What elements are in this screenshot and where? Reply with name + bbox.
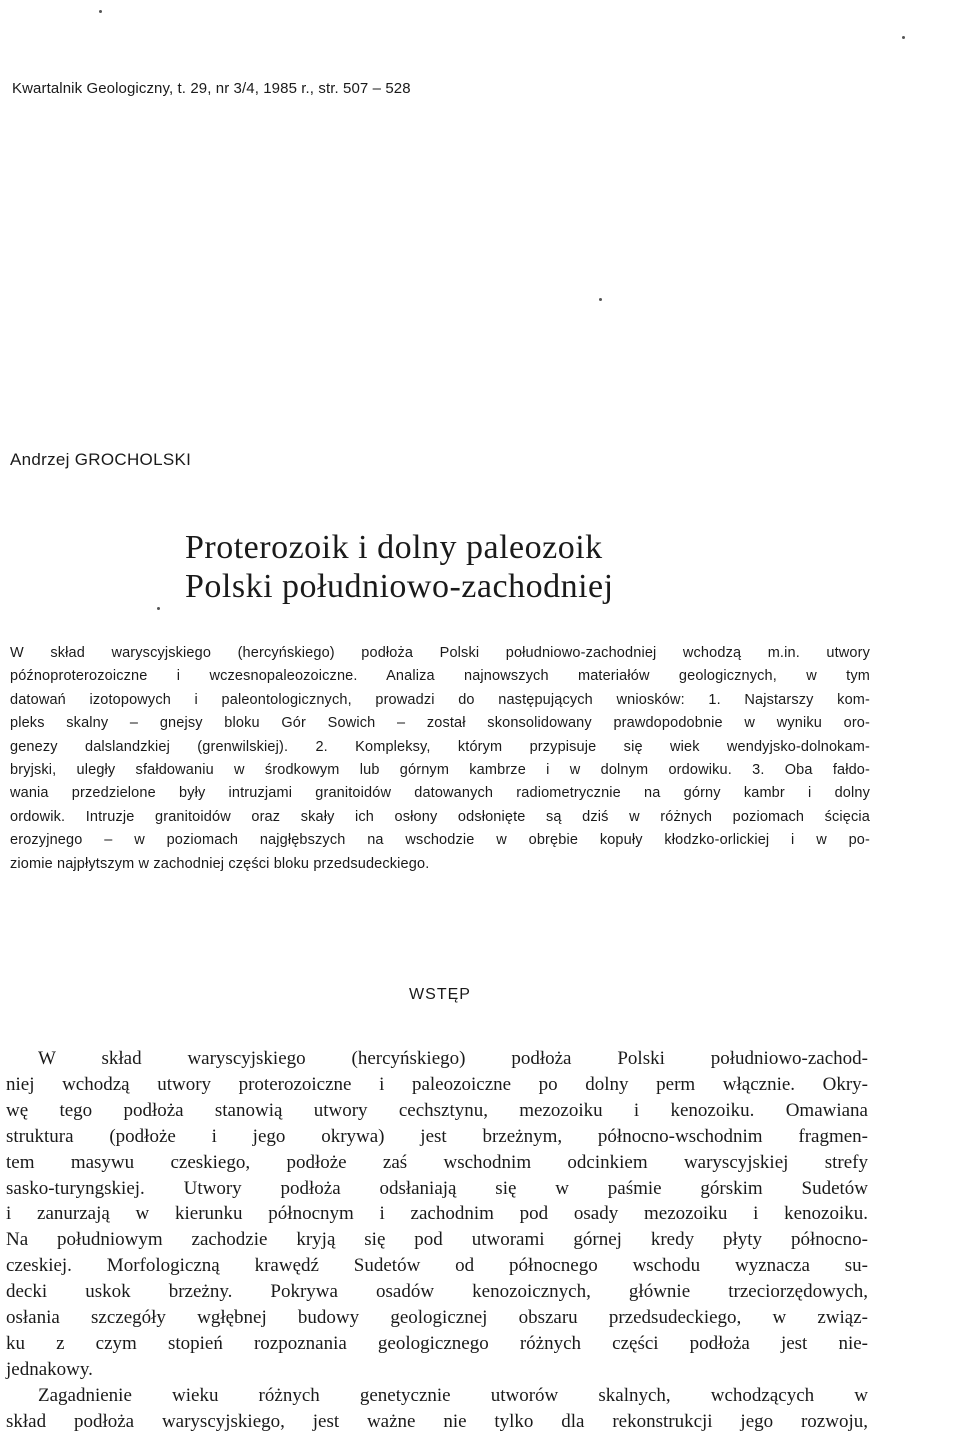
- body-line: czeskiej. Morfologiczną krawędź Sudetów od północnego wschodu wyznacza su-: [6, 1255, 868, 1277]
- body-line: tem masywu czeskiego, podłoże zaś wschodnim odcinkiem waryscyjskiej strefy: [6, 1151, 868, 1173]
- abstract-line: datowań izotopowych i paleontologicznych, prowadzi do następujących wniosków: 1. Najstarszy kom-: [10, 691, 870, 708]
- body-line: Na południowym zachodzie kryją się pod utworami górnej kredy płyty północno-: [6, 1229, 868, 1251]
- body-line: struktura (podłoże i jego okrywa) jest brzeżnym, północno-wschodnim fragmen-: [6, 1125, 868, 1147]
- scan-speck: [99, 10, 102, 13]
- body-line: W skład waryscyjskiego (hercyńskiego) podłoża Polski południowo-zachod-: [38, 1048, 868, 1069]
- title-line: Polski południowo-zachodniej: [185, 568, 614, 605]
- abstract-line: erozyjnego – w poziomach najgłębszych na wschodzie w obrębie kopuły kłodzko-orlickiej i w po-: [10, 832, 870, 849]
- abstract-line: ziomie najpłytszym w zachodniej części bloku przedsudeckiego.: [10, 855, 430, 872]
- body-line: wę tego podłoża stanowią utwory cechsztynu, mezozoiku i kenozoiku. Omawiana: [6, 1099, 868, 1121]
- abstract: [10, 642, 870, 876]
- body-line: jednakowy.: [6, 1358, 93, 1380]
- abstract-line: późnoproterozoiczne i wczesnopaleozoiczne. Analiza najnowszych materiałów geologicznych, w tym: [10, 668, 870, 685]
- abstract-line: pleks skalny – gnejsy bloku Gór Sowich – został skonsolidowany prawdopodobnie w wyniku oro-: [10, 715, 870, 732]
- body-line: osłania szczegóły wgłębnej budowy geologicznej obszaru przedsudeckiego, w związ-: [6, 1307, 868, 1329]
- scan-speck: [599, 298, 602, 301]
- author-name: Andrzej GROCHOLSKI: [10, 450, 192, 469]
- section-heading: WSTĘP: [409, 986, 471, 1003]
- abstract-line: ordowik. Intruzje granitoidów oraz skały ich osłony odsłonięte są dziś w różnych poziomach ścięcia: [10, 808, 870, 825]
- scan-speck: [902, 36, 905, 39]
- article-title: [185, 528, 885, 606]
- body-line: sasko-turyngskiej. Utwory podłoża odsłaniają się w paśmie górskim Sudetów: [6, 1177, 868, 1199]
- journal-header: Kwartalnik Geologiczny, t. 29, nr 3/4, 1985 r., str. 507 – 528: [12, 80, 411, 97]
- title-line: Proterozoik i dolny paleozoik: [185, 529, 603, 566]
- body-line: decki uskok brzeżny. Pokrywa osadów kenozoicznych, głównie trzeciorzędowych,: [6, 1281, 868, 1303]
- abstract-line: genezy dalslandzkiej (grenwilskiej). 2. Kompleksy, którym przypisuje się wiek wendyjsko-dolnokam-: [10, 738, 870, 755]
- body-text: [6, 1046, 868, 1435]
- abstract-line: bryjski, uległy sfałdowaniu w środkowym lub górnym kambrze i w dolnym ordowiku. 3. Oba fałdo-: [10, 762, 870, 779]
- body-line: i zanurzają w kierunku północnym i zachodnim pod osady mezozoiku i kenozoiku.: [6, 1203, 868, 1225]
- scan-speck: [157, 607, 160, 610]
- abstract-line: wania przedzielone były intruzjami granitoidów datowanych radiometrycznie na górny kambr i dolny: [10, 785, 870, 802]
- body-line: niej wchodzą utwory proterozoiczne i paleozoiczne po dolny perm włącznie. Okry-: [6, 1073, 868, 1095]
- abstract-line: W skład waryscyjskiego (hercyńskiego) podłoża Polski południowo-zachodniej wchodzą m.in. utwory: [10, 645, 870, 661]
- body-line: ku z czym stopień rozpoznania geologicznego różnych części podłoża jest nie-: [6, 1332, 868, 1354]
- body-line: Zagadnienie wieku różnych genetycznie utworów skalnych, wchodzących w: [38, 1384, 868, 1406]
- body-line: skład podłoża waryscyjskiego, jest ważne nie tylko dla rekonstrukcji jego rozwoju,: [6, 1410, 868, 1432]
